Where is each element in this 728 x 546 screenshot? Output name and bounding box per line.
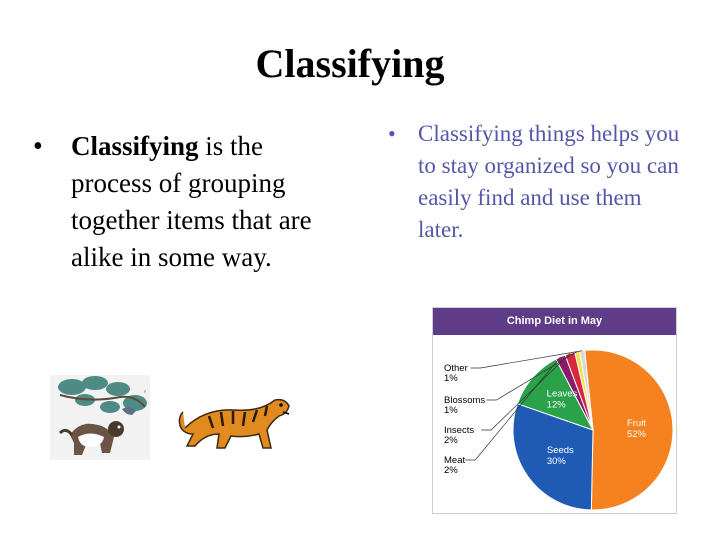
bullet-marker: • [388, 121, 396, 146]
left-column [33, 128, 343, 276]
right-column [388, 118, 688, 246]
callout-value-other: 1% [444, 373, 458, 384]
callout-value-insects: 2% [444, 435, 458, 446]
chart-title: Chimp Diet in May [433, 308, 676, 335]
tiger-clipart [175, 388, 295, 453]
callout-label-other: Other [444, 363, 468, 374]
pie-chart-svg [433, 335, 676, 513]
left-bullet-bold: Classifying [71, 131, 199, 161]
slide-title: Classifying [255, 41, 445, 86]
svg-text:‘: ‘ [144, 389, 147, 400]
left-bullet [33, 128, 343, 276]
slice-value-seeds: 30% [546, 456, 566, 468]
slice-value-fruit: 52% [626, 429, 646, 441]
slice-label-leaves: Leaves [546, 388, 578, 400]
callout-value-blossoms: 1% [444, 405, 458, 416]
bullet-marker: • [33, 131, 43, 162]
slice-label-fruit: Fruit [626, 418, 646, 430]
slice-label-seeds: Seeds [546, 445, 574, 457]
callout-label-blossoms: Blossoms [444, 395, 486, 406]
cat-bird-clipart [50, 375, 155, 460]
slice-value-leaves: 12% [546, 399, 566, 411]
pie-chart [432, 307, 677, 514]
callout-label-meat: Meat [444, 455, 466, 466]
right-bullet-text: Classifying things helps you to stay organized so you can easily find and use them later. [418, 121, 680, 242]
callout-value-meat: 2% [444, 465, 458, 476]
left-bullet-rest: is the process of grouping together items that are alike in some way. [71, 131, 312, 272]
callout-label-insects: Insects [444, 425, 475, 436]
left-bullet-text [71, 128, 343, 276]
right-bullet [388, 118, 688, 246]
